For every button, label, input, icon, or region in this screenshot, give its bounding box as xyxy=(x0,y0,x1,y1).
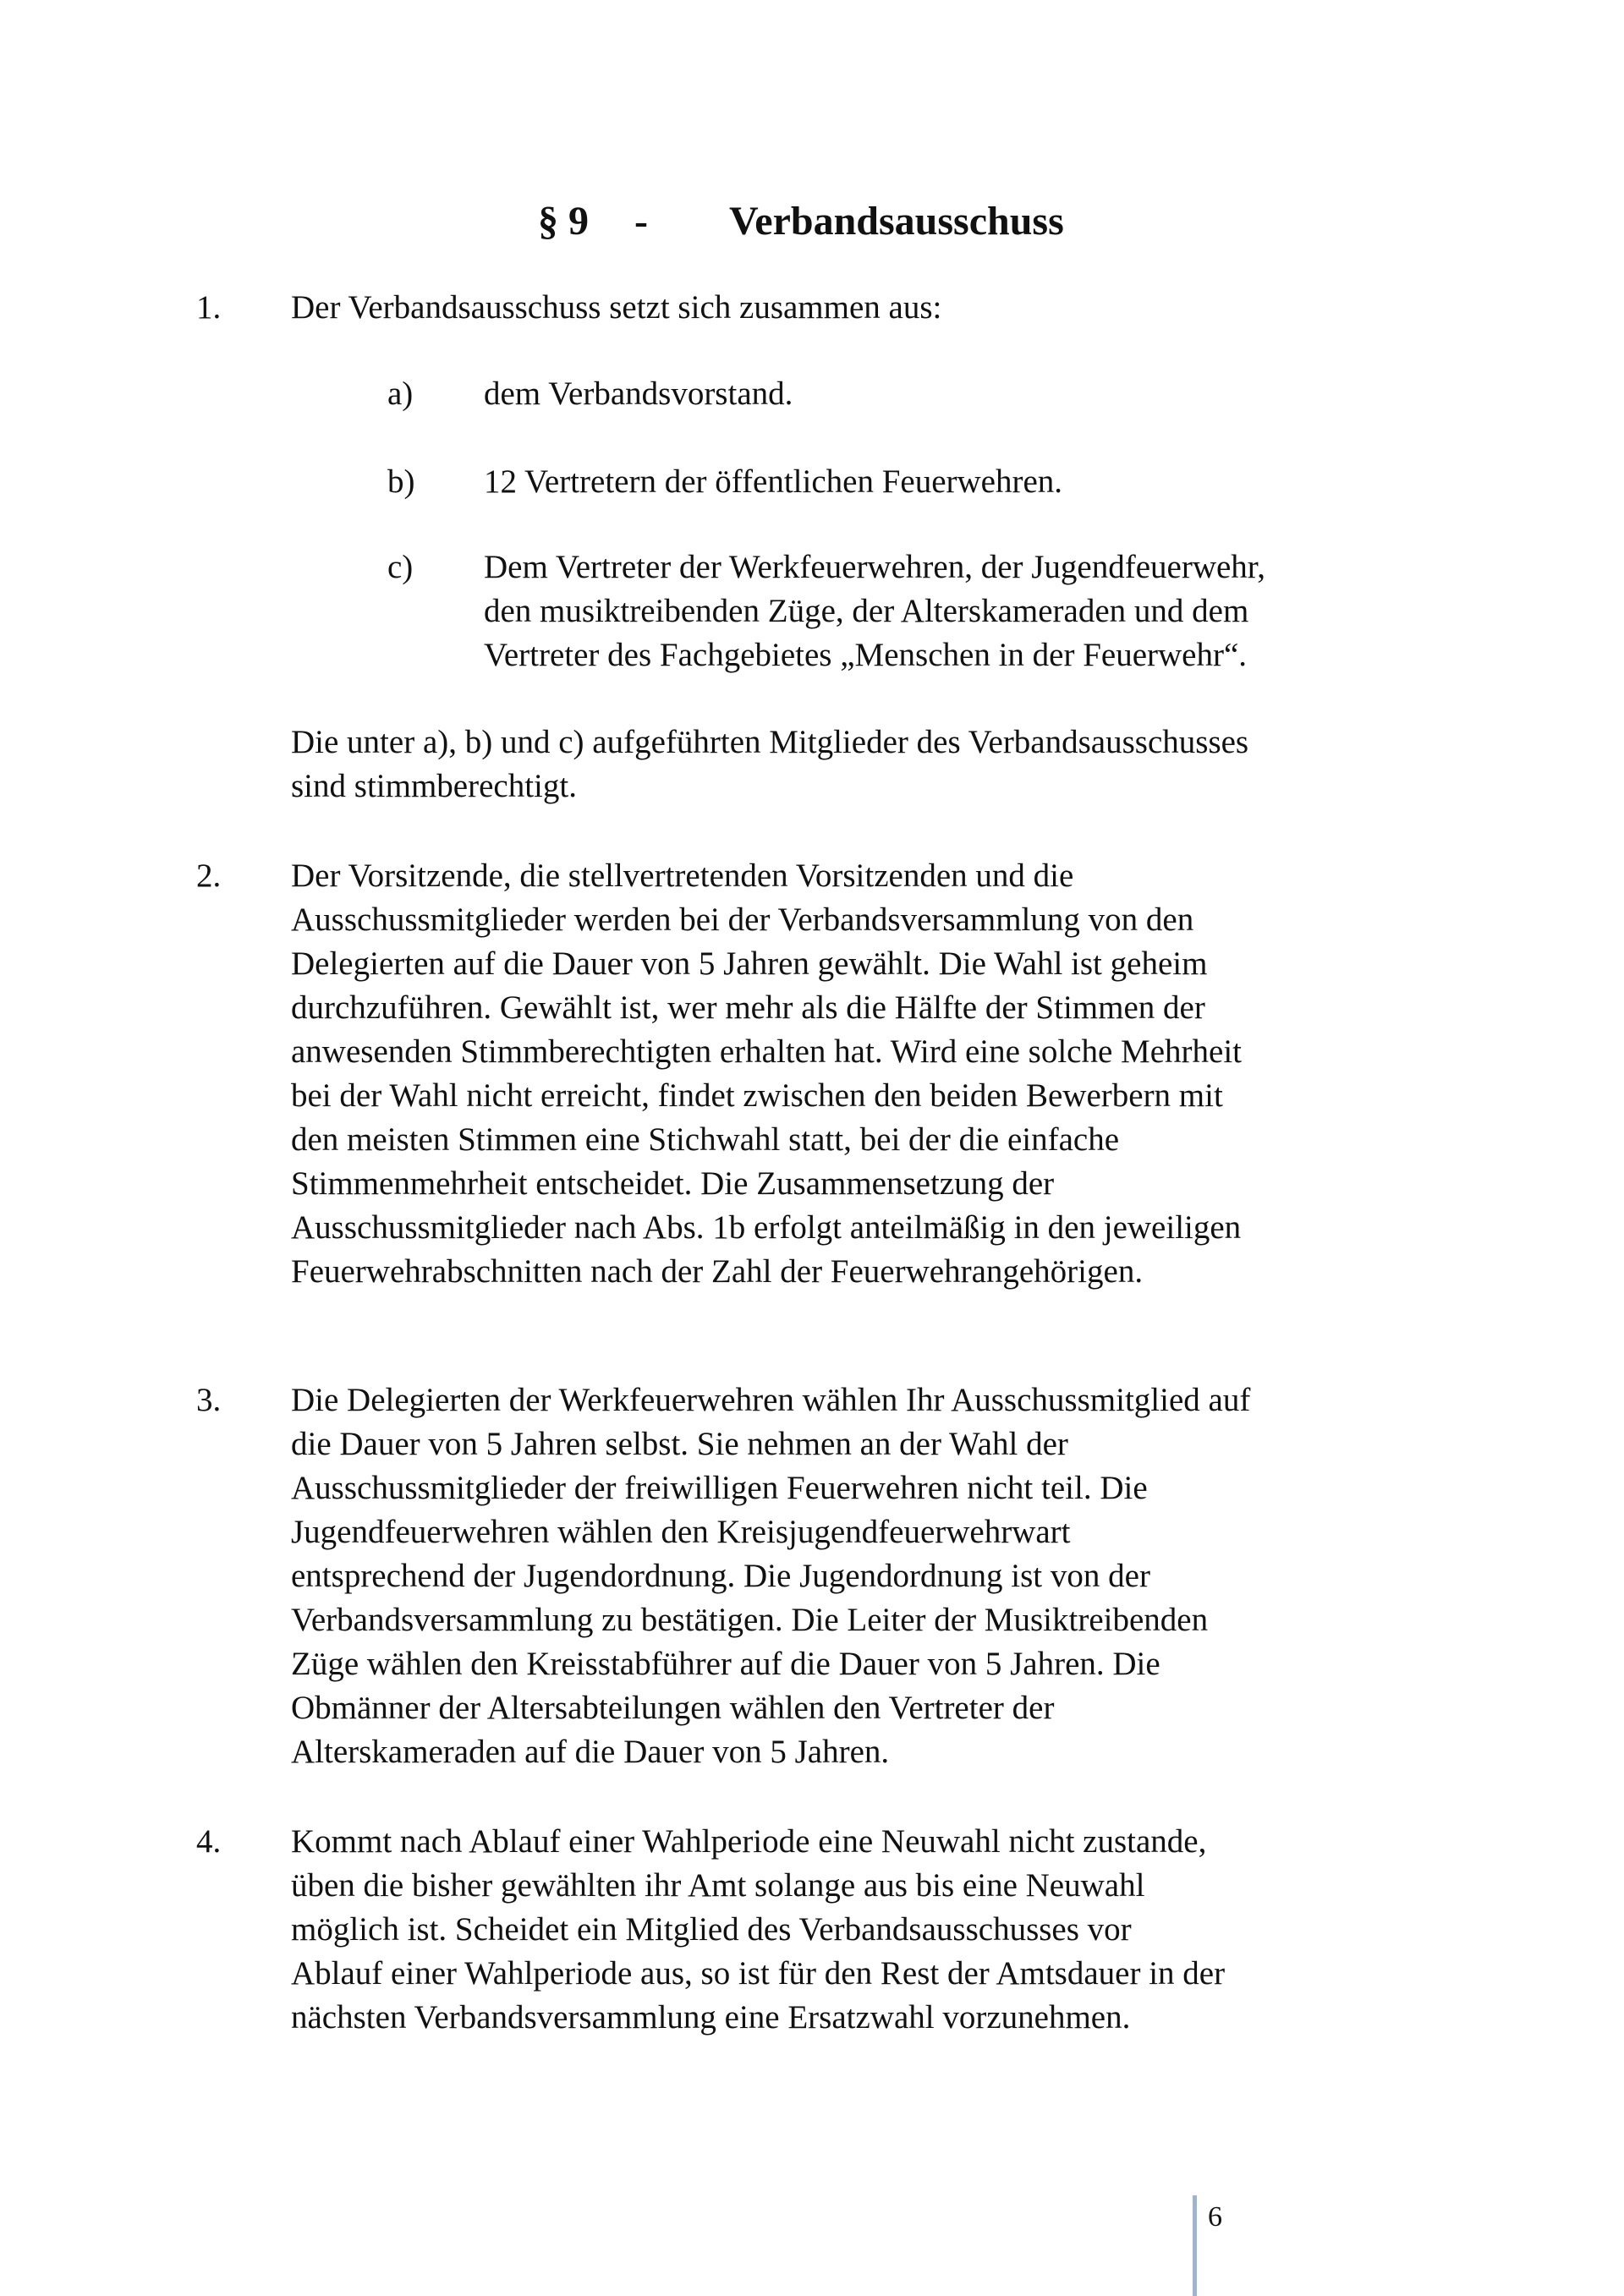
text-line: üben die bisher gewählten ihr Amt solange aus bis eine Neuwahl xyxy=(291,1867,1145,1904)
section-1-number: 1. xyxy=(196,289,222,326)
item-a-letter: a) xyxy=(387,375,414,412)
section-3-text xyxy=(291,1378,1424,1774)
heading-title: Verbandsausschuss xyxy=(729,199,1064,244)
text-line: Verbandsversammlung zu bestätigen. Die Leiter der Musiktreibenden xyxy=(291,1602,1209,1638)
section-2-text xyxy=(291,854,1424,1294)
text-line: Ausschussmitglieder werden bei der Verbandsversammlung von den xyxy=(291,901,1194,938)
section-1-closing xyxy=(291,721,1424,808)
text-line: 12 Vertretern der öffentlichen Feuerwehren. xyxy=(484,463,1063,500)
text-line: Die Delegierten der Werkfeuerwehren wählen Ihr Ausschussmitglied auf xyxy=(291,1382,1251,1418)
text-line: anwesenden Stimmberechtigten erhalten hat. Wird eine solche Mehrheit xyxy=(291,1033,1242,1070)
text-line: durchzuführen. Gewählt ist, wer mehr als die Hälfte der Stimmen der xyxy=(291,989,1205,1026)
text-line: Alterskameraden auf die Dauer von 5 Jahren. xyxy=(291,1734,890,1770)
text-line: möglich ist. Scheidet ein Mitglied des Verbandsausschusses vor xyxy=(291,1911,1132,1948)
text-line: Der Verbandsausschuss setzt sich zusammen aus: xyxy=(291,289,942,326)
text-line: Vertreter des Fachgebietes „Menschen in der Feuerwehr“. xyxy=(484,637,1248,673)
section-4-text xyxy=(291,1820,1424,2040)
heading-dash: - xyxy=(634,199,648,244)
page-number: 6 xyxy=(1208,2201,1222,2233)
text-line: Feuerwehrabschnitten nach der Zahl der Feuerwehrangehörigen. xyxy=(291,1253,1144,1290)
section-1-intro xyxy=(291,286,1424,330)
item-c-letter: c) xyxy=(387,549,414,585)
text-line: Kommt nach Ablauf einer Wahlperiode eine Neuwahl nicht zustande, xyxy=(291,1823,1207,1860)
page-number-bar xyxy=(1193,2195,1197,2296)
text-line: Jugendfeuerwehren wählen den Kreisjugendfeuerwehrwart xyxy=(291,1514,1071,1550)
text-line: Der Vorsitzende, die stellvertretenden Vorsitzenden und die xyxy=(291,858,1074,894)
text-line: nächsten Verbandsversammlung eine Ersatzwahl vorzunehmen. xyxy=(291,1999,1131,2036)
paragraph-number: § 9 xyxy=(538,199,589,244)
text-line: sind stimmberechtigt. xyxy=(291,768,577,804)
text-line: die Dauer von 5 Jahren selbst. Sie nehmen an der Wahl der xyxy=(291,1426,1068,1462)
text-line: Dem Vertreter der Werkfeuerwehren, der Jugendfeuerwehr, xyxy=(484,549,1265,585)
text-line: Ausschussmitglieder nach Abs. 1b erfolgt anteilmäßig in den jeweiligen xyxy=(291,1209,1242,1246)
item-c-text xyxy=(484,545,1431,677)
text-line: Stimmenmehrheit entscheidet. Die Zusammensetzung der xyxy=(291,1165,1055,1202)
text-line: Züge wählen den Kreisstabführer auf die Dauer von 5 Jahren. Die xyxy=(291,1646,1160,1682)
section-4-number: 4. xyxy=(196,1823,222,1860)
text-line: Ausschussmitglieder der freiwilligen Feuerwehren nicht teil. Die xyxy=(291,1470,1148,1506)
text-line: Ablauf einer Wahlperiode aus, so ist für den Rest der Amtsdauer in der xyxy=(291,1955,1226,1992)
text-line: den meisten Stimmen eine Stichwahl statt, bei der die einfache xyxy=(291,1121,1120,1158)
item-b-letter: b) xyxy=(387,463,415,500)
text-line: den musiktreibenden Züge, der Alterskameraden und dem xyxy=(484,593,1249,629)
text-line: Die unter a), b) und c) aufgeführten Mitglieder des Verbandsausschusses xyxy=(291,724,1249,760)
text-line: dem Verbandsvorstand. xyxy=(484,375,793,412)
text-line: entsprechend der Jugendordnung. Die Jugendordnung ist von der xyxy=(291,1558,1150,1594)
item-a-text xyxy=(484,372,1431,416)
section-heading xyxy=(0,196,1624,247)
item-b-text xyxy=(484,460,1431,504)
text-line: Obmänner der Altersabteilungen wählen den Vertreter der xyxy=(291,1690,1055,1726)
text-line: bei der Wahl nicht erreicht, findet zwischen den beiden Bewerbern mit xyxy=(291,1077,1223,1114)
section-3-number: 3. xyxy=(196,1382,222,1418)
text-line: Delegierten auf die Dauer von 5 Jahren gewählt. Die Wahl ist geheim xyxy=(291,945,1208,982)
section-2-number: 2. xyxy=(196,858,222,894)
